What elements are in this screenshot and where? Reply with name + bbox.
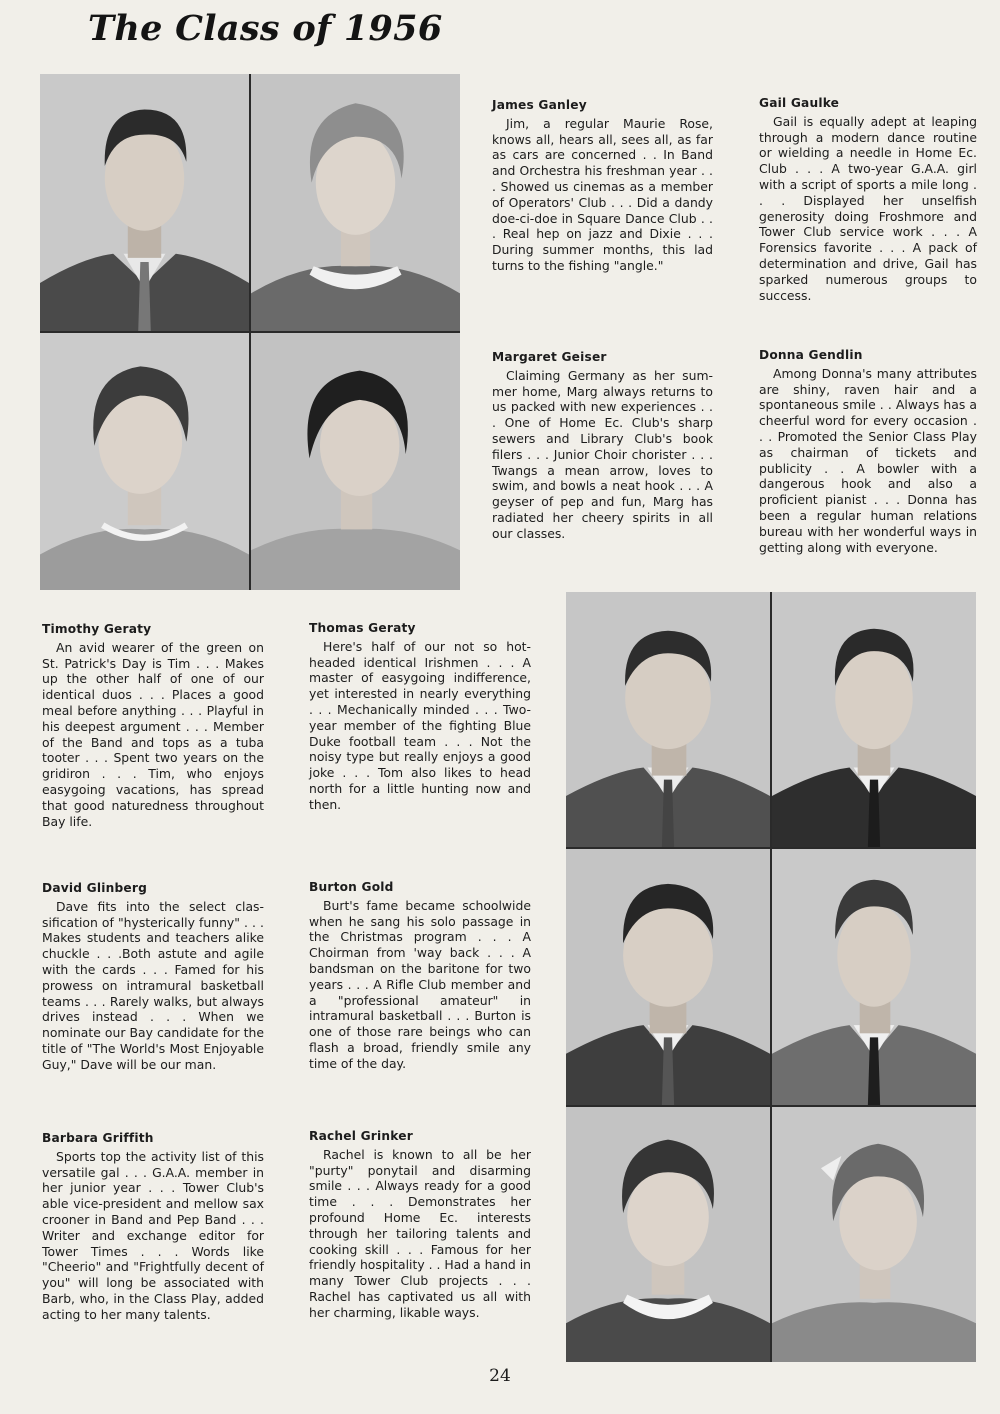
portrait-david-glinberg: [566, 849, 770, 1105]
portrait-burton-gold: [772, 849, 976, 1105]
student-name: Timothy Geraty: [42, 622, 152, 636]
student-name: Donna Gendlin: [759, 348, 863, 362]
student-bio: An avid wearer of the green on St. Patrick's Day is Tim . . . Makes up the other half of one of our identical duos . . . Places a good meal before anything . . . Playful in his deepest argument . . . Member of the Band and tops as a tuba tooter . . . Spent two years on the gridiron . . . Tim, who enjoys easygoing vacations, has spread that good naturedness throughout Bay life.: [42, 639, 264, 829]
bio-james-ganley: [492, 98, 713, 274]
page-title: The Class of 1956: [88, 8, 443, 49]
page-number: 24: [489, 1366, 511, 1386]
student-bio: Burt's fame became schoolwide when he sang his solo passage in the Christmas program . . . A Choirman from 'way back . . . A bandsman on the baritone for two years . . . A Rifle Club member and a "professional amateur" in intramural basketball . . . Burton is one of those rare beings who can flash a broad, friendly smile any time of the day.: [309, 897, 531, 1071]
student-name: James Ganley: [492, 98, 587, 112]
student-name: Margaret Geiser: [492, 350, 607, 364]
student-bio: Dave fits into the select classification of "hysterically funny" . . . Makes students and teachers alike chuckle . . .Both astute and agile with the cards . . . Famed for his prowess on intramural basketball teams . . . Rarely walks, but always drives instead . . . When we nominate our Bay candidate for the title of "The World's Most Enjoyable Guy," Dave will be our man.: [42, 898, 264, 1072]
portrait-james-ganley: [40, 74, 249, 331]
student-bio: Sports top the activity list of this versatile gal . . . G.A.A. member in her junior year . . . Tower Club's able vice-president and mellow sax crooner in Band and Pep Band . . . Writer and exchange editor for Tower Times . . . Words like "Cheerio" and "Frightfully decent of you" will long be associated with Barb, who, in the Class Play, added acting to her many talents.: [42, 1148, 264, 1322]
bio-gail-gaulke: [759, 96, 977, 303]
student-name: Gail Gaulke: [759, 96, 840, 110]
bio-donna-gendlin: [759, 348, 977, 555]
student-bio: Here's half of our not so hot-headed identical Irishmen . . . A master of easygoing indifference, yet interested in nearly everything . . . Mechanically minded . . . Two-year member of the fighting Blue Duke football team . . . Not the noisy type but really enjoys a good joke . . . Tom also likes to head north for a little hunting now and then.: [309, 638, 531, 812]
bio-barbara-griffith: [42, 1131, 264, 1323]
student-name: Burton Gold: [309, 880, 394, 894]
bio-thomas-geraty: [309, 621, 531, 813]
student-bio: Claiming Germany as her summer home, Marg always returns to us packed with new experiences . . . One of Home Ec. Club's sharp sewers and Library Club's book filers . . . Junior Choir chorister . . . Twangs a mean arrow, loves to swim, and bowls a neat hook . . . A geyser of pep and fun, Marg has radiated her cheery spirits in all our classes.: [492, 367, 713, 541]
portrait-donna-gendlin: [251, 333, 460, 590]
bio-timothy-geraty: [42, 622, 264, 829]
portrait-gail-gaulke: [251, 74, 460, 331]
bio-margaret-geiser: [492, 350, 713, 542]
student-bio: Rachel is known to all be her "purty" ponytail and disarming smile . . . Always ready for a good time . . . Demonstrates her profound Home Ec. interests through her tailoring talents and cooking skill . . . Famous for her friendly hospitality . . Had a hand in many Tower Club projects . . . Rachel has captivated us all with her charming, likable ways.: [309, 1146, 532, 1320]
student-bio: Gail is equally adept at leaping through a modern dance routine or wielding a needle in Home Ec. Club . . . A two-year G.A.A. girl with a script of sports a mile long . . . Displayed her unselfish generosity doing Froshmore and Tower Club service work . . . A Forensics favorite . . . A pack of determination and drive, Gail has sparked numerous groups to success.: [759, 113, 977, 303]
portrait-rachel-grinker: [772, 1107, 976, 1362]
photo-grid-bottom: [566, 592, 976, 1362]
student-name: David Glinberg: [42, 881, 147, 895]
student-bio: Jim, a regular Maurie Rose, knows all, hears all, sees all, as far as cars are concerned . . In Band and Orchestra his freshman year . . . Showed us cinemas as a member of Operators' Club . . . Did a dandy doe-ci-doe in Square Dance Club . . . Real hep on jazz and Dixie . . . During summer months, this lad turns to the fishing "angle.": [492, 115, 713, 273]
student-bio: Among Donna's many attributes are shiny, raven hair and a spontaneous smile . . Always has a cheerful word for every occasion . . . Promoted the Senior Class Play as chairman of tickets and publicity . . A bowler with a dangerous hook and also a proficient pianist . . . Donna has been a regular human relations bureau with her wonderful ways in getting along with everyone.: [759, 365, 977, 555]
bio-david-glinberg: [42, 881, 264, 1073]
portrait-thomas-geraty: [772, 592, 976, 847]
student-name: Barbara Griffith: [42, 1131, 154, 1145]
bio-burton-gold: [309, 880, 531, 1072]
portrait-barbara-griffith: [566, 1107, 770, 1362]
portrait-timothy-geraty: [566, 592, 770, 847]
photo-grid-top: [40, 74, 460, 590]
student-name: Rachel Grinker: [309, 1129, 413, 1143]
student-name: Thomas Geraty: [309, 621, 416, 635]
bio-rachel-grinker: [309, 1129, 531, 1321]
portrait-margaret-geiser: [40, 333, 249, 590]
